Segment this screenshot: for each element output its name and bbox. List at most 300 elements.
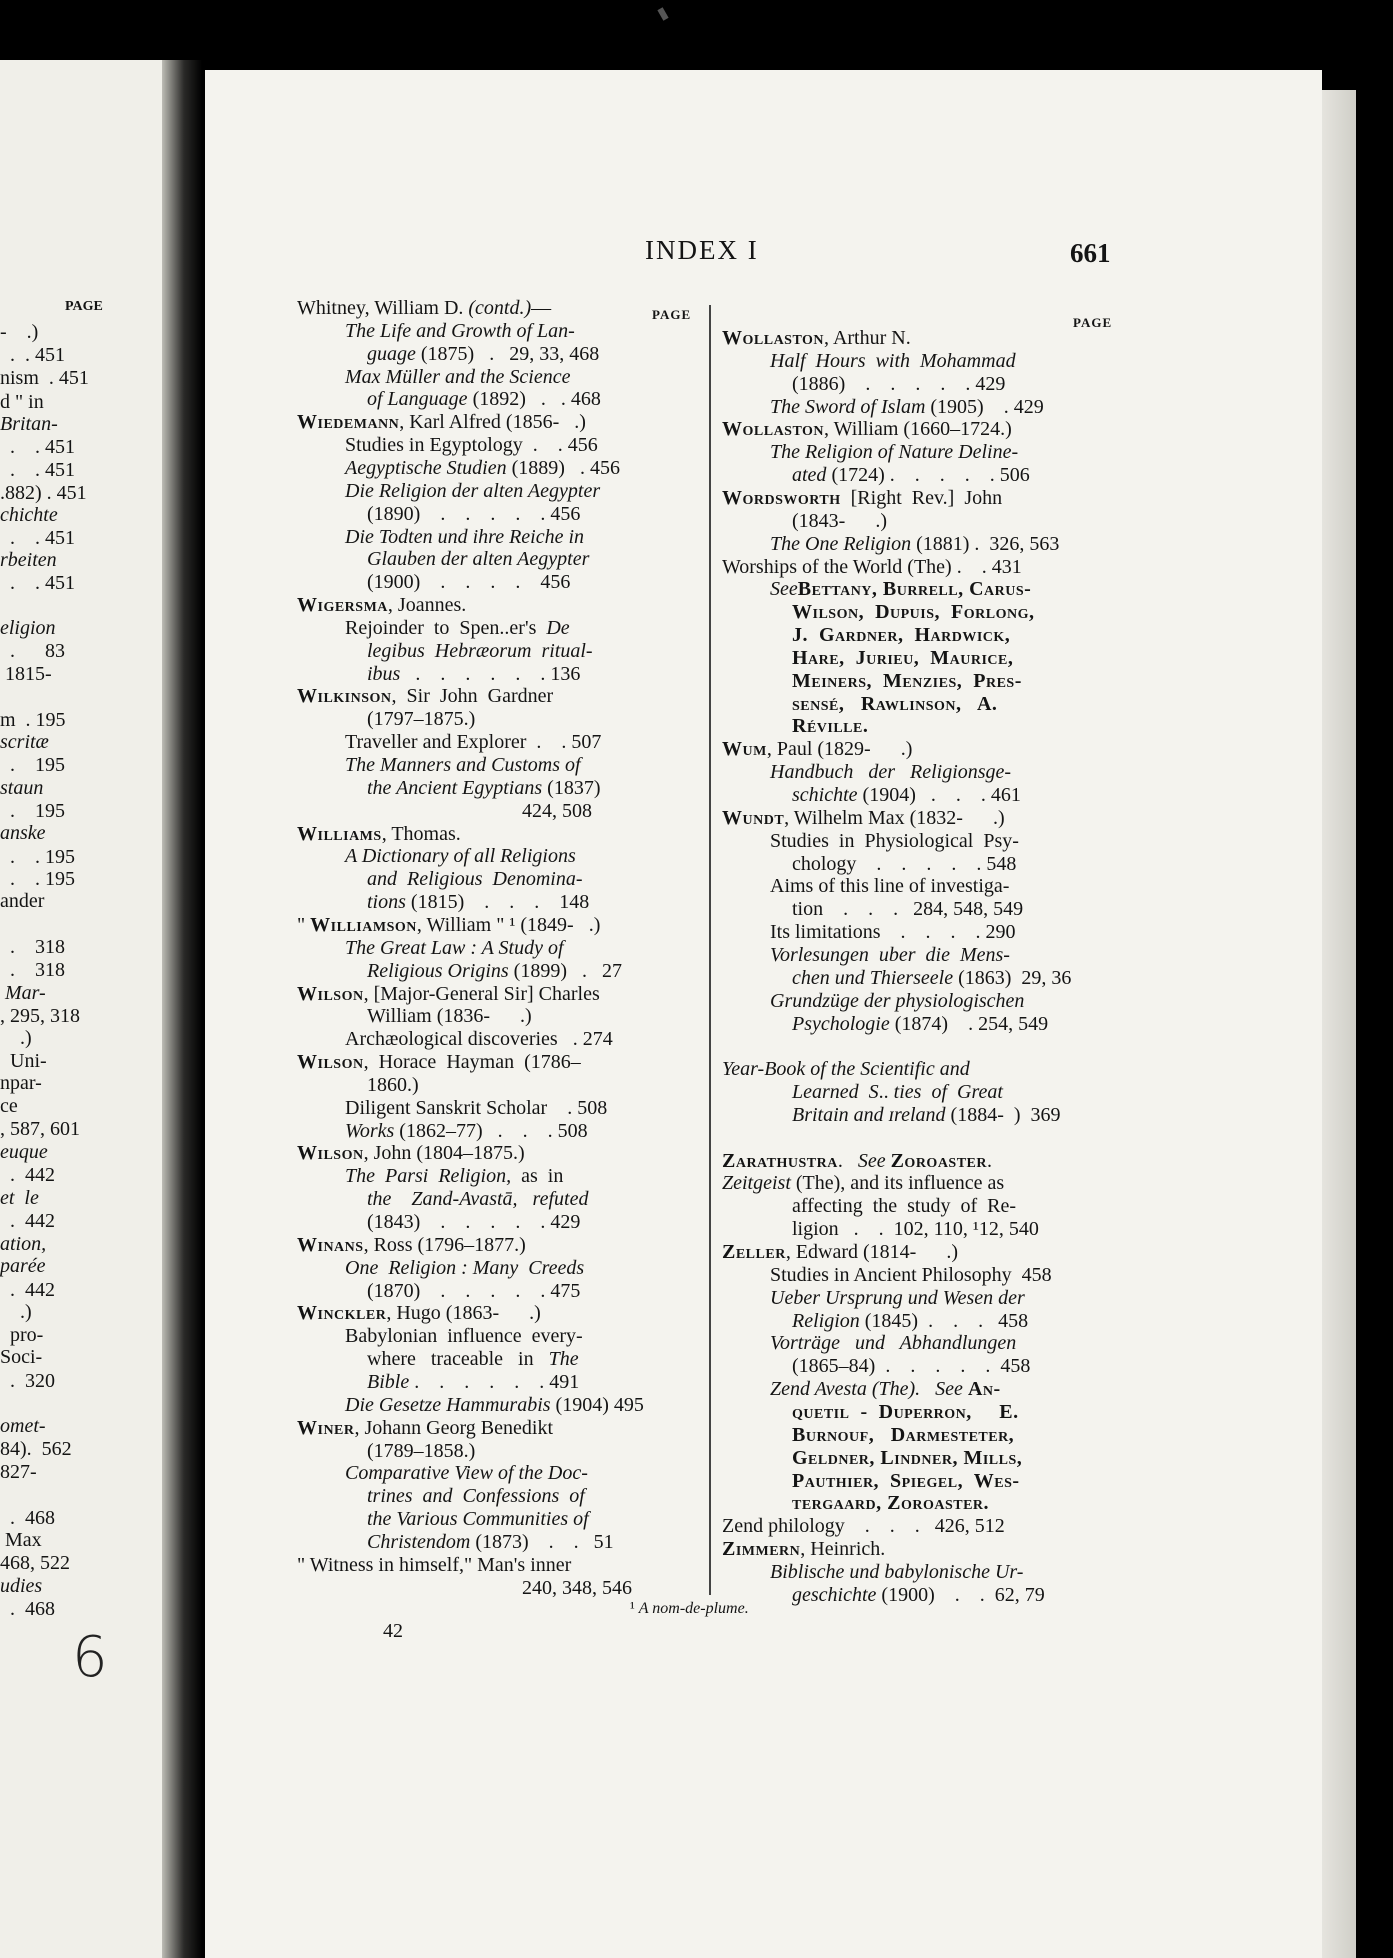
index-title: tions: [367, 891, 406, 914]
facing-page-line: nism . 451: [0, 367, 89, 389]
index-name: Wollaston: [722, 418, 825, 441]
index-text: , Thomas.: [381, 822, 461, 845]
index-line: [297, 365, 702, 389]
index-line: [722, 1537, 1124, 1561]
index-line: [297, 1233, 702, 1257]
index-line: [297, 639, 702, 663]
index-entry-text: [345, 844, 576, 868]
index-entry-text: [770, 920, 1016, 944]
index-text: (1865–84) . . . . . 458: [792, 1355, 1031, 1378]
index-title: Works: [345, 1119, 395, 1142]
index-line: [722, 1514, 1124, 1538]
index-title: The Sword of Islam: [770, 395, 926, 418]
index-entry-text: [770, 1263, 1052, 1287]
index-text: Whitney, William D.: [297, 297, 469, 319]
index-entry-text: [792, 1400, 1019, 1424]
index-line: [297, 433, 702, 457]
index-entry-text: [792, 1446, 1022, 1470]
facing-page-line: . . 451: [0, 527, 75, 549]
index-text: Studies in Egyptology . . 456: [345, 434, 598, 457]
facing-page-line: 1815-: [0, 663, 52, 685]
index-line: [722, 1149, 1124, 1173]
index-text: [Right Rev.] John: [840, 486, 1003, 509]
index-name: Winans: [297, 1233, 364, 1256]
index-line: [297, 1347, 702, 1371]
index-entry-text: [792, 669, 1022, 693]
index-line: [722, 1057, 1124, 1081]
index-name: tergaard, Zoroaster.: [792, 1492, 990, 1515]
facing-page-line: . 442: [0, 1279, 55, 1301]
index-entry-text: [770, 989, 1024, 1013]
index-text: , Joannes.: [387, 594, 467, 617]
index-line: [297, 890, 702, 914]
index-text: 240, 348, 546: [522, 1576, 632, 1599]
index-title: ties of Great: [888, 1081, 1003, 1104]
index-line: [297, 799, 702, 823]
facing-page-line: . . 195: [0, 868, 75, 890]
index-name: Réville.: [792, 715, 869, 738]
left-column-page-header: PAGE: [652, 307, 692, 322]
index-text: " Witness in himself," Man's inner: [297, 1553, 572, 1576]
facing-page-line: rbeiten: [0, 549, 57, 571]
facing-page-line: .): [0, 1301, 32, 1323]
index-title: refuted: [532, 1188, 589, 1211]
index-line: [722, 326, 1124, 350]
index-name: quetil - Duperron, E.: [792, 1400, 1019, 1423]
facing-page-line: .882) . 451: [0, 482, 87, 504]
facing-page-line: PAGE: [65, 299, 103, 314]
index-entry-text: [770, 829, 1019, 853]
index-line: [297, 296, 702, 320]
index-text: .: [837, 1149, 858, 1172]
index-title: ated: [792, 464, 827, 487]
index-title: Handbuch der Religionsge-: [770, 761, 1012, 784]
index-text: (1815) . . . 148: [405, 891, 590, 914]
index-name: Zeller: [722, 1241, 786, 1263]
index-title: (contd.): [468, 297, 532, 319]
index-line: [722, 1240, 1124, 1264]
index-title: Vorträge und Abhandlungen: [770, 1332, 1017, 1355]
index-title: Max Müller and the Science: [345, 365, 571, 388]
index-text: . . . . . . 491: [409, 1370, 580, 1393]
index-entry-text: [722, 1149, 992, 1173]
index-entry-text: [770, 440, 1018, 464]
index-title: The Life and Growth of Lan-: [345, 319, 575, 342]
index-title: Grundzüge der physiologischen: [770, 989, 1025, 1012]
index-title: schichte: [792, 784, 858, 806]
index-line: [297, 822, 702, 846]
index-column-right: [722, 326, 1124, 1626]
facing-page-line: . 195: [0, 800, 65, 822]
index-text: 1860.): [367, 1073, 419, 1096]
index-entry-text: [297, 593, 466, 617]
index-entry-text: [367, 1530, 614, 1554]
index-title: Aegyptische Studien: [345, 456, 507, 479]
index-entry-text: [792, 1080, 1003, 1104]
facing-page-line: chichte: [0, 504, 58, 526]
index-title: Learned S: [792, 1081, 879, 1104]
footnote-text: A nom-de-plume.: [638, 1600, 749, 1617]
facing-page-line: parée: [0, 1255, 46, 1277]
index-entry-text: [297, 1141, 525, 1165]
facing-page-line: eligion: [0, 617, 56, 639]
index-line: [297, 593, 702, 617]
index-entry-text: [367, 547, 589, 571]
index-line: [722, 1400, 1124, 1424]
index-title: The Great Law : A Study of: [345, 936, 564, 959]
index-line: [297, 342, 702, 366]
index-entry-text: [297, 822, 461, 846]
index-entry-text: [792, 1583, 1045, 1607]
index-entry-text: [345, 1119, 588, 1143]
index-line: [722, 714, 1124, 738]
index-text: , Wilhelm Max (1832- .): [784, 806, 1005, 829]
index-line: [722, 1103, 1124, 1127]
index-title: Christendom: [367, 1530, 471, 1553]
index-name: Hare, Jurieu, Maurice,: [792, 646, 1014, 669]
index-line: [722, 1080, 1124, 1104]
index-line: [297, 753, 702, 777]
index-line: [722, 806, 1124, 830]
index-title: Glauben der alten Aegypter: [367, 548, 590, 571]
facing-page-line: . 195: [0, 754, 65, 776]
facing-page-line: . 468: [0, 1598, 55, 1620]
facing-page-line: Uni-: [0, 1050, 47, 1072]
index-line: [297, 1576, 702, 1600]
index-text: (1845) . . . 458: [859, 1309, 1029, 1332]
index-line: [297, 684, 702, 708]
index-entry-text: [367, 662, 580, 686]
index-entry-text: [367, 1370, 579, 1394]
footnote: [630, 1600, 749, 1618]
index-line: [722, 1469, 1124, 1493]
index-entry-text: [345, 616, 570, 640]
facing-page-line: . . 451: [0, 459, 75, 481]
index-entry-text: [792, 509, 887, 533]
index-line: [297, 570, 702, 594]
index-entry-text: [297, 1553, 571, 1577]
index-entry-text: [297, 296, 551, 320]
index-title: the Various Communities of: [367, 1508, 589, 1531]
index-line: [297, 502, 702, 526]
index-text: .: [987, 1149, 993, 1172]
index-entry-text: [297, 410, 586, 434]
index-line: [297, 1484, 702, 1508]
index-title: See: [770, 578, 798, 601]
index-line: [722, 874, 1124, 898]
facing-page-line: . . 451: [0, 344, 65, 366]
index-title: Die Religion der alten Aegypter: [345, 479, 601, 502]
index-entry-text: [345, 456, 620, 480]
facing-page-line: - .): [0, 321, 39, 343]
index-entry-text: [367, 1439, 475, 1463]
index-line: [297, 1096, 702, 1120]
index-line: [297, 913, 702, 937]
index-text: (1899) . 27: [508, 959, 622, 982]
index-line: [297, 1187, 702, 1211]
facing-page-line: staun: [0, 777, 44, 799]
facing-page-line: anske: [0, 822, 46, 844]
facing-page-line: scritæ: [0, 731, 49, 753]
index-text: , Arthur N.: [824, 327, 911, 349]
index-entry-text: [770, 943, 1010, 967]
index-title: the Ancient Egyptians: [367, 776, 543, 799]
right-column-page-header: PAGE: [1073, 315, 1113, 330]
index-line: [722, 1354, 1124, 1378]
index-text: (1843- .): [792, 509, 887, 532]
index-title: geschichte: [792, 1583, 877, 1606]
index-line: [297, 1256, 702, 1280]
index-text: (1837): [542, 776, 601, 799]
index-title: Bible: [367, 1370, 410, 1393]
index-title: ɪreland: [888, 1103, 946, 1126]
index-line: [297, 730, 702, 754]
facing-page-line: . 318: [0, 936, 65, 958]
index-name: Zimmern: [722, 1538, 801, 1561]
facing-page-line: ce: [0, 1095, 18, 1117]
index-name: Bettany, Burrell, Carus-: [797, 578, 1032, 601]
index-entry-text: [367, 639, 593, 663]
index-entry-text: [792, 1103, 1061, 1127]
index-entry-text: [367, 707, 475, 731]
index-text: (1905) . 429: [925, 395, 1044, 418]
facing-page-line: euque: [0, 1141, 48, 1163]
index-title: the Zand-Avastā,: [367, 1188, 518, 1211]
column-rule: [709, 305, 711, 1595]
facing-page-line: . 83: [0, 640, 65, 662]
facing-page-line: . 468: [0, 1507, 55, 1529]
index-text: , William (1660–1724.): [824, 418, 1012, 441]
index-line: [722, 1217, 1124, 1241]
index-title: Zend Avesta (The).: [770, 1378, 921, 1401]
index-title: De: [546, 616, 570, 639]
index-entry-text: [345, 1461, 588, 1485]
index-text: [518, 1188, 533, 1210]
index-title: guage: [367, 342, 416, 365]
index-entry-text: [722, 326, 911, 350]
index-entry-text: [345, 1256, 584, 1280]
index-text: , Karl Alfred (1856- .): [399, 411, 586, 434]
index-line: [722, 1583, 1124, 1607]
index-text: , Edward (1814- .): [785, 1241, 958, 1263]
index-line: [722, 1171, 1124, 1195]
index-text: . . . . . . 136: [400, 662, 581, 685]
index-line: [297, 547, 702, 571]
index-text: (1873) . . 51: [470, 1530, 614, 1553]
index-name: Williamson: [310, 913, 417, 936]
index-name: J. Gardner, Hardwick,: [792, 624, 1011, 647]
facing-page-line: m . 195: [0, 709, 66, 731]
facing-page-line: . . 451: [0, 572, 75, 594]
index-text: where traceable in: [367, 1348, 549, 1371]
index-entry-text: [345, 1324, 583, 1348]
index-line: [297, 616, 702, 640]
index-entry-text: [792, 372, 1005, 396]
index-entry-text: [367, 1279, 580, 1303]
book-gutter: [162, 60, 202, 1958]
index-title: A Dictionary of all Religions: [345, 845, 576, 868]
index-entry-text: [345, 319, 575, 343]
index-line: [297, 525, 702, 549]
index-entry-text: [770, 1286, 1025, 1310]
index-text: Archæological discoveries . 274: [345, 1028, 613, 1051]
index-line: [722, 920, 1124, 944]
index-line: [297, 479, 702, 503]
index-entry-text: [792, 783, 1021, 807]
index-entry-text: [722, 1057, 970, 1081]
index-text: , [Major-General Sir] Charles: [363, 982, 600, 1005]
index-text: as in: [511, 1165, 564, 1188]
index-entry-text: [367, 342, 599, 366]
facing-page-line: Britan-: [0, 413, 58, 435]
index-name: Zarathustra: [722, 1149, 838, 1172]
index-line: [722, 577, 1124, 601]
facing-page-line: Max: [0, 1529, 42, 1551]
index-entry-text: [792, 1469, 1020, 1493]
index-entry-text: [367, 387, 601, 411]
index-entry-text: [297, 982, 600, 1006]
index-text: , Heinrich.: [800, 1538, 886, 1561]
index-line: [297, 1553, 702, 1577]
index-name: Burnouf, Darmesteter,: [792, 1423, 1015, 1446]
index-text: Diligent Sanskrit Scholar . 508: [345, 1096, 608, 1119]
index-line: [297, 1119, 702, 1143]
index-text: , Horace Hayman (1786–: [363, 1051, 581, 1074]
signature-mark: 42: [383, 1620, 403, 1642]
index-title: See: [857, 1149, 886, 1172]
index-text: ": [297, 913, 311, 936]
index-title: The Parsi Religion,: [345, 1165, 512, 1188]
index-entry-text: [722, 486, 1002, 510]
facing-page-line: . . 195: [0, 846, 75, 868]
index-entry-text: [522, 799, 592, 823]
index-line: [722, 1263, 1124, 1287]
index-entry-text: [770, 1331, 1016, 1355]
index-line: [297, 1301, 702, 1325]
index-name: Wiedemann: [297, 411, 400, 434]
index-entry-text: [367, 1347, 579, 1371]
facing-page-line: Soci-: [0, 1346, 43, 1368]
facing-page-line: udies: [0, 1575, 43, 1597]
index-entry-text: [770, 532, 1059, 556]
index-entry-text: [345, 1027, 613, 1051]
index-line: [297, 387, 702, 411]
index-line: [722, 1126, 1124, 1150]
index-entry-text: [297, 1416, 553, 1440]
index-entry-text: [522, 1576, 632, 1600]
index-text: (1881) . 326, 563: [911, 532, 1060, 555]
index-title: Ueber Ursprung und Wesen der: [770, 1286, 1025, 1309]
index-entry-text: [770, 760, 1011, 784]
index-entry-text: [770, 1560, 1023, 1584]
index-entry-text: [345, 1164, 563, 1188]
index-title: Religious Origins: [367, 959, 509, 982]
index-text: (1890) . . . . . 456: [367, 502, 581, 525]
index-title: Britain and: [792, 1103, 889, 1126]
facing-page-line: . 320: [0, 1370, 55, 1392]
index-title: trines and Confessions of: [367, 1485, 585, 1508]
index-name: Wollaston: [722, 327, 825, 349]
index-title: of Language: [367, 388, 468, 411]
index-entry-text: [770, 395, 1044, 419]
index-line: [722, 1194, 1124, 1218]
index-text: ligion . . 102, 110, ¹12, 540: [792, 1218, 1039, 1241]
index-line: [297, 456, 702, 480]
index-line: [722, 1446, 1124, 1470]
index-name: Geldner, Lindner, Mills,: [792, 1446, 1023, 1469]
index-text: 424, 508: [522, 799, 592, 822]
index-entry-text: [367, 867, 583, 891]
index-line: [297, 1461, 702, 1485]
index-line: [297, 959, 702, 983]
index-line: [722, 1491, 1124, 1515]
index-title: Biblische und babylonische Ur-: [770, 1560, 1024, 1583]
index-text: Babylonian influence every-: [345, 1325, 583, 1348]
index-title: Comparative View of the Doc-: [345, 1462, 588, 1485]
index-line: [722, 1423, 1124, 1447]
index-line: [722, 1309, 1124, 1333]
index-entry-text: [297, 913, 600, 937]
index-line: [297, 1370, 702, 1394]
index-title: Religion: [792, 1309, 860, 1332]
facing-page-line: omet-: [0, 1415, 46, 1437]
index-name: An-: [967, 1378, 1001, 1401]
running-head: INDEX I: [645, 235, 759, 265]
index-title: and Religious Denomina-: [367, 868, 583, 891]
index-line: [722, 600, 1124, 624]
index-line: [722, 463, 1124, 487]
index-title: Die Todten und ihre Reiche in: [345, 525, 585, 548]
index-text: (1875) . 29, 33, 468: [415, 342, 600, 365]
index-line: [297, 1416, 702, 1440]
index-entry-text: [367, 1187, 588, 1211]
index-line: [297, 1439, 702, 1463]
page-number: 661: [1070, 238, 1111, 268]
index-line: [297, 867, 702, 891]
index-title: See: [935, 1378, 963, 1401]
index-line: [297, 1164, 702, 1188]
facing-page-line: . . 451: [0, 436, 75, 458]
index-text: (1862–77) . . . 508: [394, 1119, 588, 1142]
index-entry-text: [367, 1507, 589, 1531]
index-title: The Religion of Nature Deline-: [770, 441, 1019, 464]
index-title: Half Hours with Mohammad: [770, 349, 1016, 372]
index-name: Wilkinson: [297, 685, 392, 708]
index-text: ..: [878, 1081, 889, 1104]
index-line: [297, 982, 702, 1006]
index-line: [722, 349, 1124, 373]
index-entry-text: [297, 1301, 541, 1325]
facing-page-line: , 295, 318: [0, 1005, 80, 1027]
index-entry-text: [792, 463, 1030, 487]
index-name: Pauthier, Spiegel, Wes-: [792, 1469, 1020, 1492]
index-line: [722, 532, 1124, 556]
index-line: [722, 943, 1124, 967]
index-entry-text: [792, 1217, 1039, 1241]
index-line: [722, 852, 1124, 876]
index-line: [297, 1507, 702, 1531]
index-line: [297, 1027, 702, 1051]
index-text: (1886) . . . . . 429: [792, 372, 1006, 395]
index-text: (1843) . . . . . 429: [367, 1211, 581, 1233]
index-line: [722, 692, 1124, 716]
facing-page-line: . 442: [0, 1210, 55, 1232]
facing-page-line: 84). 562: [0, 1438, 72, 1460]
facing-page-line: . 318: [0, 959, 65, 981]
index-entry-text: [792, 1012, 1048, 1036]
index-entry-text: [345, 433, 598, 457]
index-line: [297, 1050, 702, 1074]
